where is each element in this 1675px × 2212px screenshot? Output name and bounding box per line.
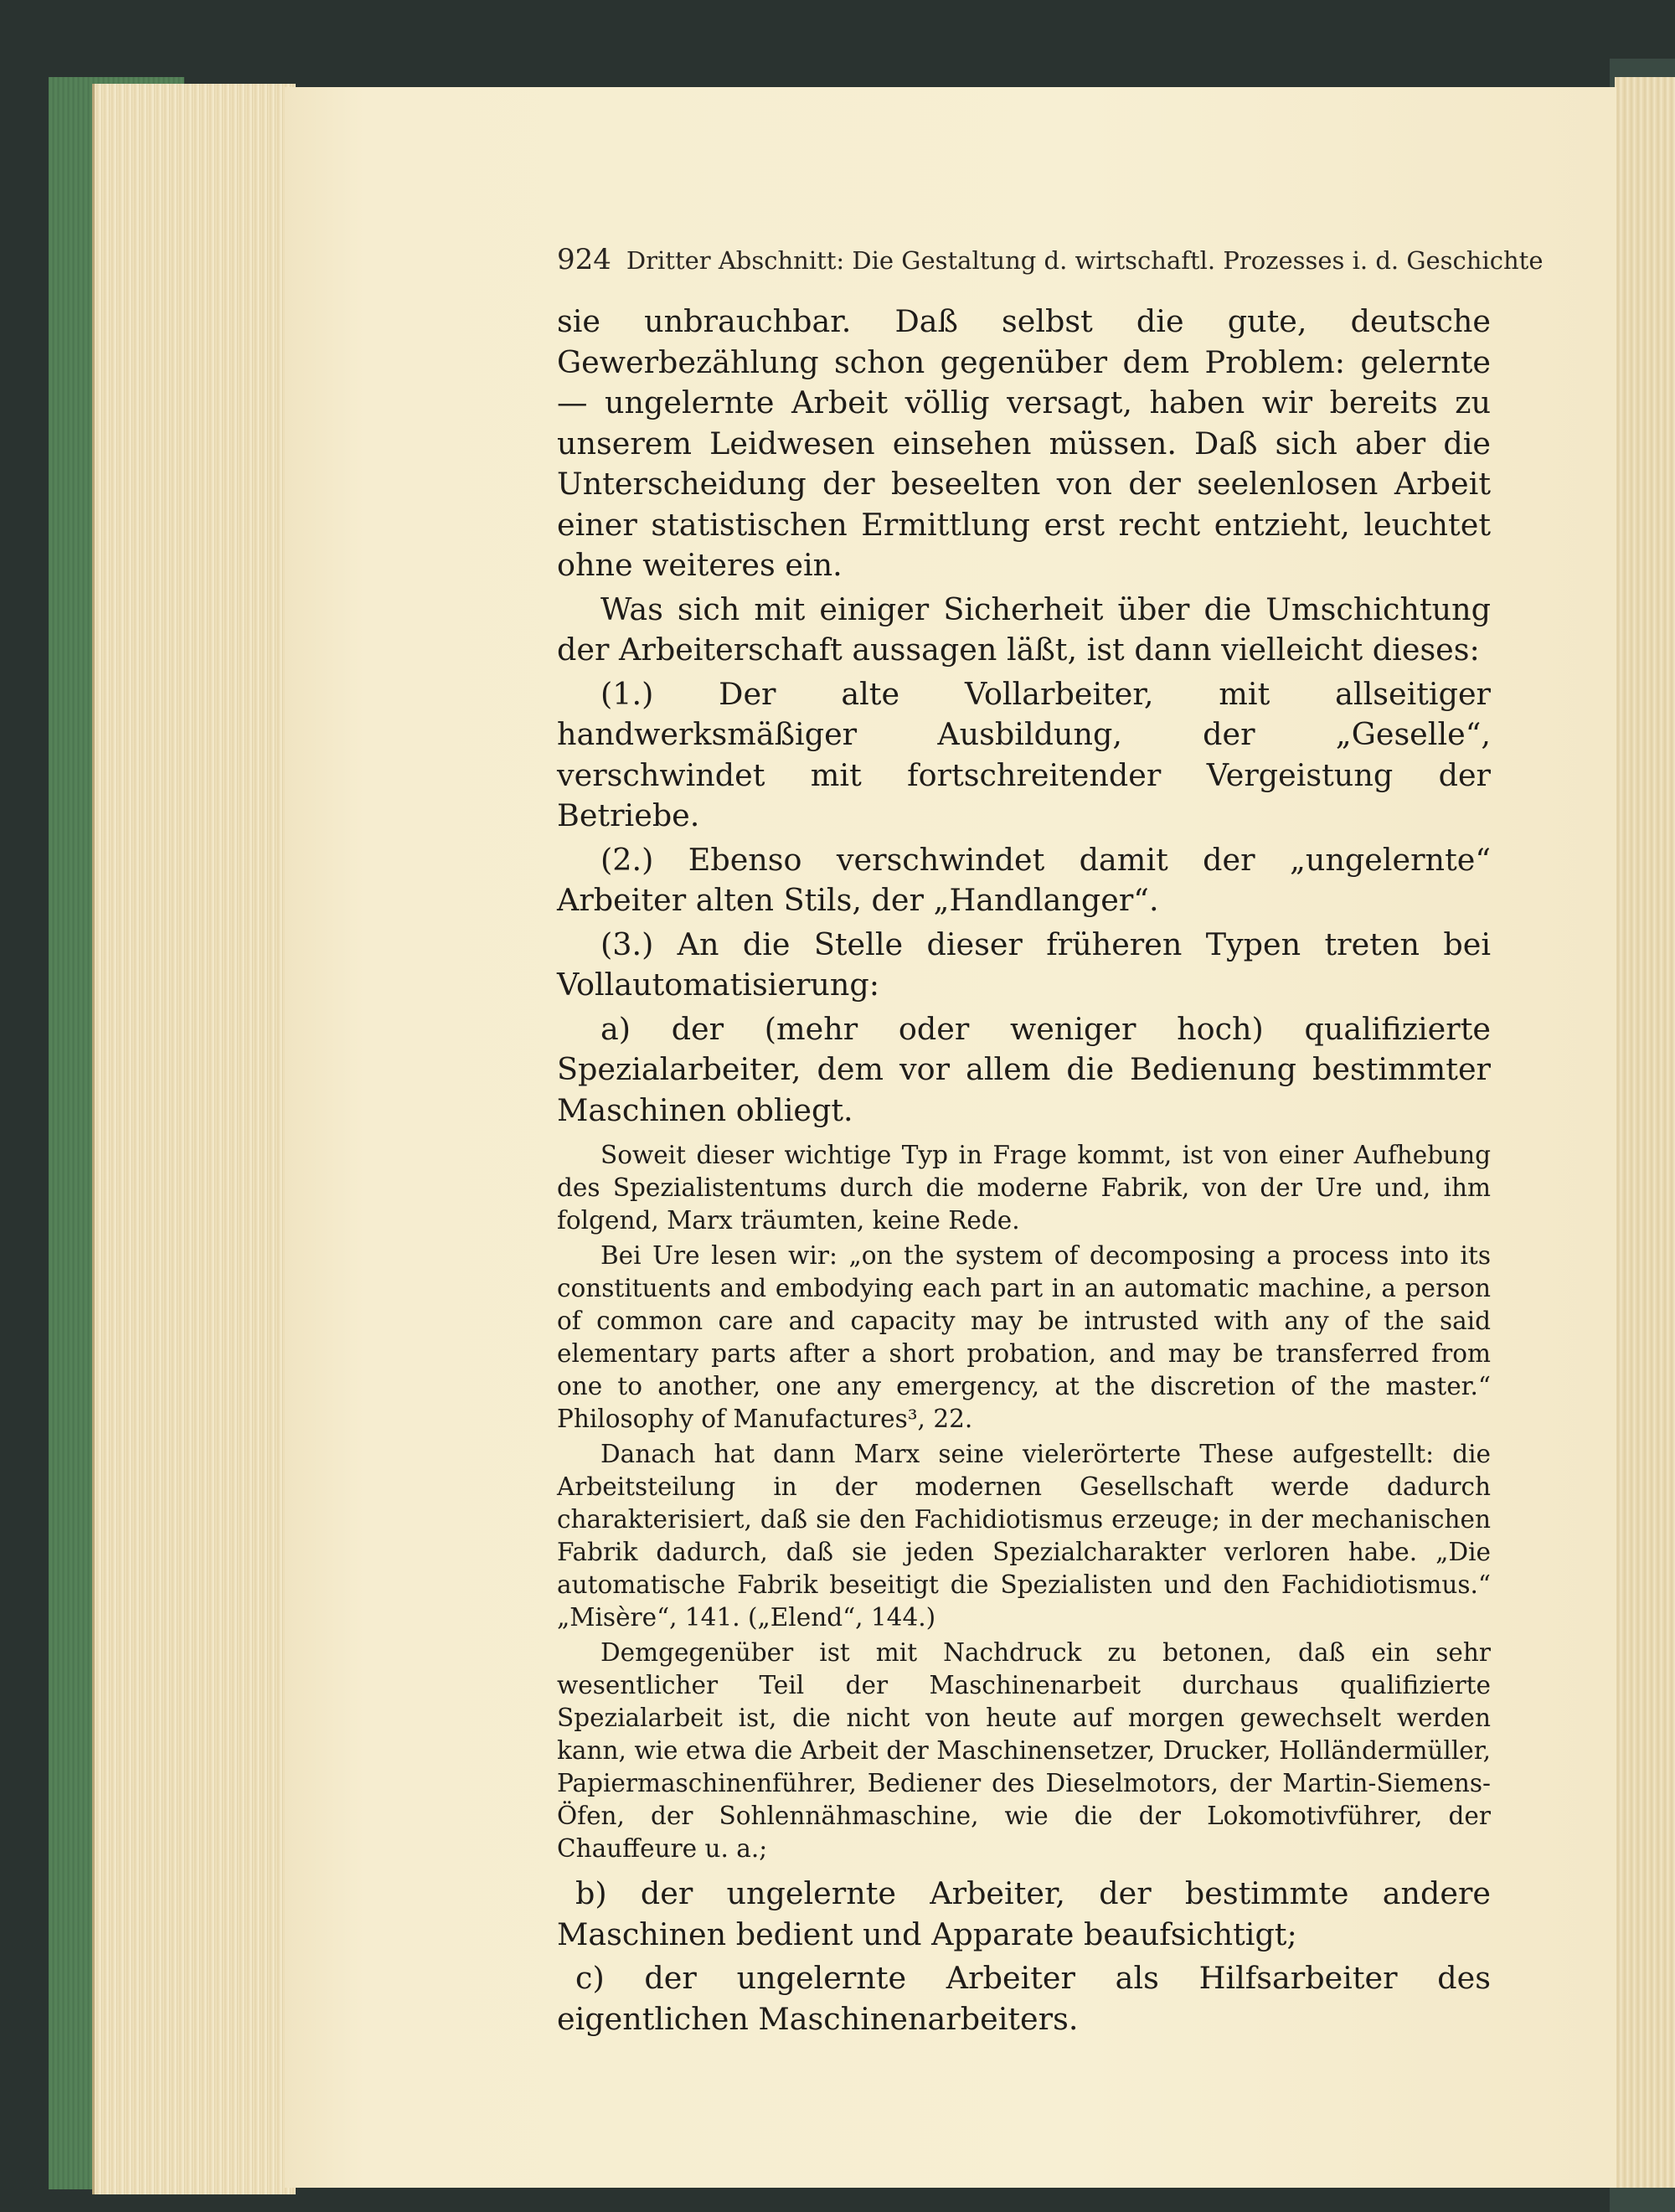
small-paragraph: Danach hat dann Marx seine vielerörterte These aufgestellt: die Arbeitsteilung in der modernen Gesellschaft werde dadurch charakterisiert, daß sie den Fachidiotismus erzeuge; in der mechanischen Fabrik dadurch, daß sie jeden Spezialcharakter verloren habe. „Die automatische Fabrik beseitigt die Spezialisten und den Fachidiotismus.“ „Misère“, 141. („Elend“, 144.) bbox=[557, 1440, 1491, 1632]
page-body bbox=[557, 302, 1491, 2043]
small-print-text bbox=[557, 1139, 1491, 1865]
page-edges-left bbox=[92, 84, 296, 2194]
list-item-2: (2.) Ebenso verschwindet damit der „ungelernte“ Arbeiter alten Stils, der „Handlanger“. bbox=[557, 841, 1491, 918]
list-item-b: b) der ungelernte Arbeiter, der bestimmte andere Maschinen bedient und Apparate beaufsichtigt; bbox=[557, 1875, 1491, 1952]
page-number: 924 bbox=[557, 243, 611, 276]
running-header bbox=[557, 243, 1544, 285]
closing-text bbox=[557, 1874, 1491, 2039]
list-item-1: (1.) Der alte Vollarbeiter, mit allseitiger handwerksmäßiger Ausbildung, der „Geselle“, verschwindet mit fortschreitender Vergeistung der Betriebe. bbox=[557, 675, 1491, 833]
list-item-3: (3.) An die Stelle dieser früheren Typen treten bei Vollautomatisierung: bbox=[557, 926, 1491, 1003]
page-edges-right bbox=[1615, 77, 1675, 2188]
small-paragraph: Soweit dieser wichtige Typ in Frage kommt, ist von einer Aufhebung des Spezialistentums durch die moderne Fabrik, von der Ure und, ihm folgend, Marx träumten, keine Rede. bbox=[557, 1141, 1491, 1235]
paragraph: Was sich mit einiger Sicherheit über die Umschichtung der Arbeiterschaft aussagen läßt, ist dann vielleicht dieses: bbox=[557, 590, 1491, 668]
paragraph: sie unbrauchbar. Daß selbst die gute, deutsche Gewerbezählung schon gegenüber dem Problem: gelernte — ungelernte Arbeit völlig versagt, haben wir bereits zu unserem Leidwesen einsehen müssen. Daß sich aber die Unterscheidung der beseelten von der seelenlosen Arbeit einer statistischen Ermittlung erst recht entzieht, leuchtet ohne weiteres ein. bbox=[557, 303, 1491, 583]
running-title: Dritter Abschnitt: Die Gestaltung d. wirtschaftl. Prozesses i. d. Geschichte bbox=[626, 246, 1544, 275]
list-item-c: c) der ungelernte Arbeiter als Hilfsarbeiter des eigentlichen Maschinenarbeiters. bbox=[557, 1960, 1491, 2037]
small-paragraph: Bei Ure lesen wir: „on the system of decomposing a process into its constituents and embodying each part in an automatic machine, a person of common care and capacity may be intrusted with any of the said elementary parts after a short probation, and may be transferred from one to another, one any emergency, at the discretion of the master.“ Philosophy of Manufactures³, 22. bbox=[557, 1241, 1491, 1433]
list-item-a: a) der (mehr oder weniger hoch) qualifizierte Spezialarbeiter, dem vor allem die Bedienung bestimmter Maschinen obliegt. bbox=[557, 1010, 1491, 1128]
small-paragraph: Demgegenüber ist mit Nachdruck zu betonen, daß ein sehr wesentlicher Teil der Maschinenarbeit durchaus qualifizierte Spezialarbeit ist, die nicht von heute auf morgen gewechselt werden kann, wie etwa die Arbeit der Maschinensetzer, Drucker, Holländermüller, Papiermaschinenführer, Bediener des Dieselmotors, der Martin-Siemens-Öfen, der Sohlennähmaschine, wie die der Lokomotivführer, der Chauffeure u. a.; bbox=[557, 1638, 1491, 1863]
main-text bbox=[557, 302, 1491, 1131]
